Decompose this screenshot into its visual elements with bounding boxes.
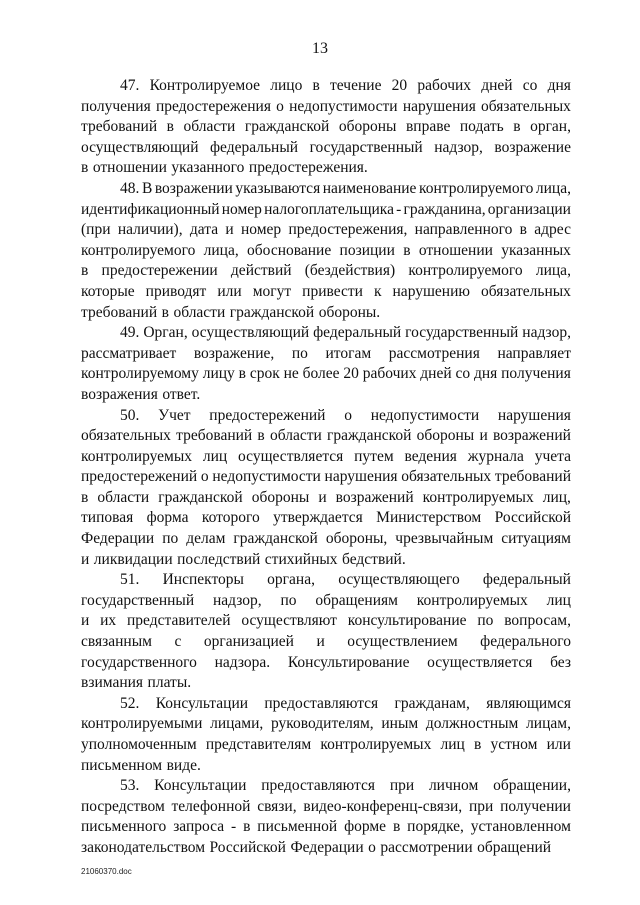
text-line: государственный надзор, по обращениям контролируемых лиц <box>81 591 571 609</box>
text-line: которые приводят или могут привести к нарушению обязательных <box>81 282 571 300</box>
text-line: идентификационный номер налогоплательщика - гражданина, организации <box>81 200 571 218</box>
text-line: контролируемому лицу в срок не более 20 рабочих дней со дня получения <box>81 365 571 383</box>
text-line: 48. В возражении указываются наименование контролируемого лица, <box>120 179 571 197</box>
text-line: 53. Консультации предоставляются при личном обращении, <box>120 777 571 795</box>
text-line: контролируемых лиц осуществляется путем ведения журнала учета <box>81 447 571 465</box>
text-line: Федерации по делам гражданской обороны, чрезвычайным ситуациям <box>81 530 571 548</box>
footer-doc-code: 21060370.doc <box>81 867 132 876</box>
text-line: 51. Инспекторы органа, осуществляющего федеральный <box>120 571 571 589</box>
paragraph <box>81 694 571 776</box>
text-line: 49. Орган, осуществляющий федеральный государственный надзор, <box>120 324 571 342</box>
text-line: и ликвидации последствий стихийных бедствий. <box>81 550 406 568</box>
text-line: 52. Консультации предоставляются гражданам, являющимся <box>120 694 571 712</box>
text-line: письменном виде. <box>81 756 201 774</box>
text-line: типовая форма которого утверждается Министерством Российской <box>81 509 571 527</box>
paragraph <box>81 179 571 323</box>
text-line: 50. Учет предостережений о недопустимости нарушения <box>120 406 571 424</box>
document-body <box>81 76 571 859</box>
text-line: уполномоченным представителям контролируемых лиц в устном или <box>81 736 571 753</box>
text-line: возражения ответ. <box>81 385 201 403</box>
paragraph <box>81 570 571 694</box>
page-number: 13 <box>312 40 328 57</box>
paragraph <box>81 76 571 179</box>
text-line: (при наличии), дата и номер предостережения, направленного в адрес <box>81 221 571 239</box>
text-line: связанным с организацией и осуществлением федерального <box>81 633 571 651</box>
text-line: обязательных требований в области гражданской обороны и возражений <box>81 427 571 445</box>
text-line: предостережений о недопустимости нарушения обязательных требований <box>81 468 571 486</box>
text-line: осуществляющий федеральный государственный надзор, возражение <box>81 138 571 156</box>
text-line: 47. Контролируемое лицо в течение 20 рабочих дней со дня <box>120 77 571 94</box>
text-line: в области гражданской обороны и возражений контролируемых лиц, <box>81 488 571 506</box>
paragraph <box>81 776 571 858</box>
text-line: письменного запроса - в письменной форме в порядке, установленном <box>81 818 571 836</box>
text-line: законодательством Российской Федерации о рассмотрении обращений <box>81 838 552 856</box>
text-line: в отношении указанного предостережения. <box>81 159 368 177</box>
text-line: в предостережении действий (бездействия) контролируемого лица, <box>81 262 571 280</box>
text-line: контролируемого лица, обоснование позиции в отношении указанных <box>81 241 571 259</box>
text-line: взимания платы. <box>81 674 192 692</box>
text-line: рассматривает возражение, по итогам рассмотрения направляет <box>81 344 571 362</box>
text-line: государственного надзора. Консультирование осуществляется без <box>81 653 571 671</box>
text-line: требований в области гражданской обороны. <box>81 303 381 321</box>
text-line: контролируемыми лицами, руководителям, иным должностным лицам, <box>81 715 571 733</box>
paragraph <box>81 406 571 571</box>
paragraph <box>81 323 571 405</box>
text-line: посредством телефонной связи, видео-конференц-связи, при получении <box>81 797 571 815</box>
text-line: требований в области гражданской обороны вправе подать в орган, <box>81 118 571 136</box>
text-line: получения предостережения о недопустимости нарушения обязательных <box>81 97 571 115</box>
text-line: и их представителей осуществляют консультирование по вопросам, <box>81 612 571 630</box>
